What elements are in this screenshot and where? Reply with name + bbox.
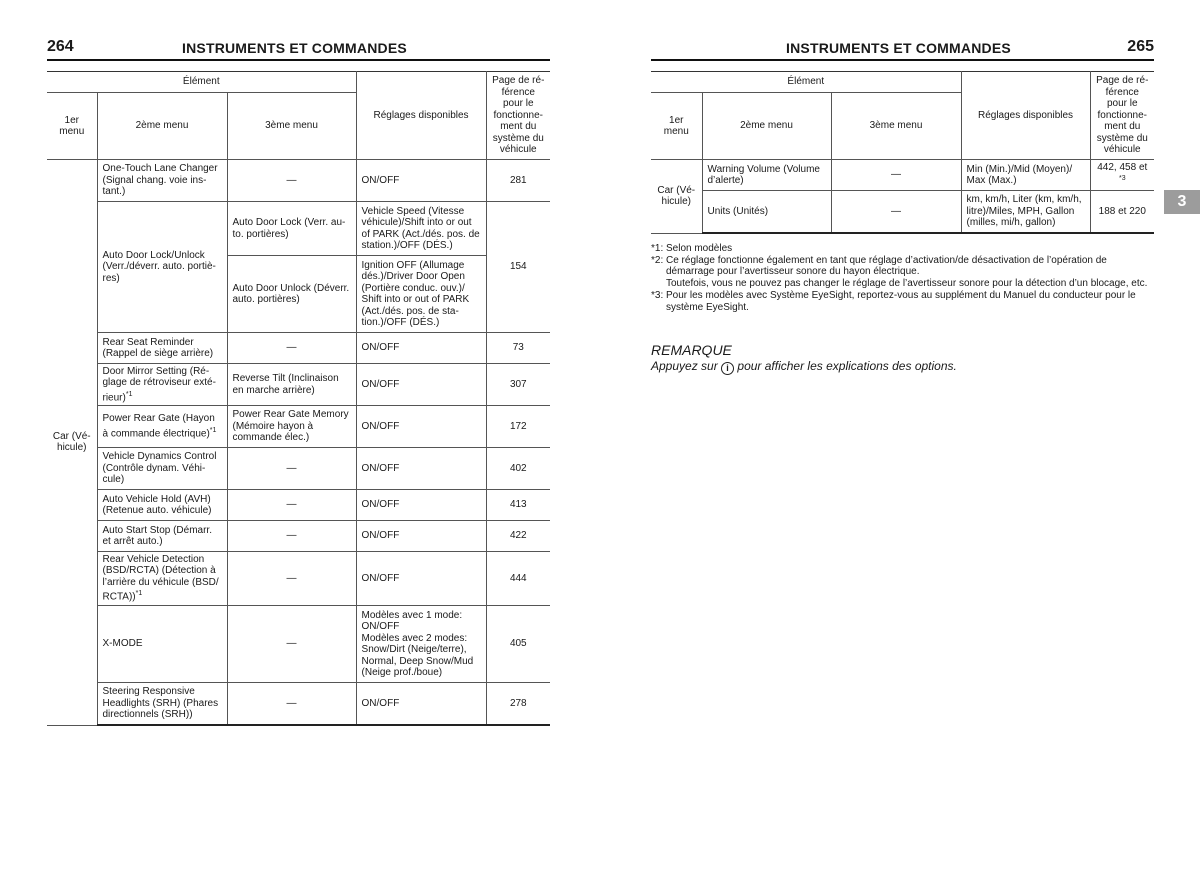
table-row: [47, 552, 550, 606]
page-ref-cell: 402: [486, 448, 550, 490]
settings-cell: ON/OFF: [356, 490, 486, 521]
table-header-row: [651, 72, 1154, 93]
menu2-cell: Rear Vehicle Detection (BSD/RCTA) (Détection à l’arrière du véhicule (BSD/ RCTA))$^{*1}$: [97, 552, 227, 606]
settings-cell: Ignition OFF (Allumage dés.)/Driver Door Open (Portière conduc. ouv.)/ Shift into or out of PARK (Act./dés. pos. de sta-tion.)/OFF (DÉS.): [356, 256, 486, 333]
chapter-tab: 3: [1164, 190, 1200, 214]
page-ref-cell: 281: [486, 160, 550, 202]
settings-header: Réglages disponibles: [356, 72, 486, 160]
menu3-header: 3ème menu: [227, 93, 356, 160]
page-ref-cell: 405: [486, 606, 550, 683]
table-row: [47, 490, 550, 521]
table-row: [47, 406, 550, 448]
menu3-cell: —: [227, 333, 356, 364]
menu2-cell: X-MODE: [97, 606, 227, 683]
menu3-cell: —: [831, 160, 961, 191]
table-row: [47, 448, 550, 490]
table-row: [651, 191, 1154, 234]
page-ref-cell: 154: [486, 202, 550, 333]
page-ref-cell: 444: [486, 552, 550, 606]
menu3-cell: —: [227, 490, 356, 521]
footnote-marker: *1:: [651, 243, 664, 254]
menu3-cell: Power Rear Gate Memory (Mémoire hayon à commande élec.): [227, 406, 356, 448]
info-icon: i: [721, 362, 734, 375]
footnote-marker: *3:: [651, 289, 664, 301]
menu2-cell: Units (Unités): [702, 191, 831, 234]
settings-table: [651, 71, 1154, 234]
table-row: [47, 160, 550, 202]
table-row: [47, 333, 550, 364]
menu2-cell: Rear Seat Reminder (Rappel de siège arrière): [97, 333, 227, 364]
menu1-header: 1er menu: [651, 93, 702, 160]
settings-cell: ON/OFF: [356, 406, 486, 448]
page-header-title: INSTRUMENTS ET COMMANDES: [786, 40, 1011, 56]
footnote: [651, 290, 1157, 313]
footnote: [651, 243, 1157, 255]
settings-cell: ON/OFF: [356, 333, 486, 364]
page-ref-cell: 73: [486, 333, 550, 364]
reference-header: Page de ré- férence pour le fonctionne- ment du système du véhicule: [486, 72, 550, 160]
menu1-cell: Car (Vé- hicule): [47, 160, 97, 726]
menu3-cell: —: [227, 552, 356, 606]
menu1-header: 1er menu: [47, 93, 97, 160]
menu2-cell: Auto Vehicle Hold (AVH) (Retenue auto. véhicule): [97, 490, 227, 521]
remark-title: REMARQUE: [651, 342, 732, 358]
menu3-cell: Auto Door Unlock (Déverr. auto. portières): [227, 256, 356, 333]
footnote-text: Ce réglage fonctionne également en tant que réglage d’activation/de désactivation de l’opération de démarrage pour l’avertisseur sonore du hayon électrique. Toutefois, vous ne pouvez pas changer le réglage de l’avertisseur sonore pour la détection d’un blocage, etc.: [666, 254, 1148, 290]
table-row: [47, 202, 550, 256]
menu3-cell: Reverse Tilt (Inclinaison en marche arrière): [227, 364, 356, 406]
footnote: [651, 255, 1157, 290]
menu2-cell: Steering Responsive Headlights (SRH) (Phares directionnels (SRH)): [97, 683, 227, 726]
table-row: [47, 521, 550, 552]
table-header-row: [47, 72, 550, 93]
settings-cell: Vehicle Speed (Vitesse véhicule)/Shift into or out of PARK (Act./dés. pos. de station.)/OFF (DÉS.): [356, 202, 486, 256]
settings-cell: Min (Min.)/Mid (Moyen)/ Max (Max.): [961, 160, 1090, 191]
footnote-marker: *3: [1118, 175, 1126, 183]
header-rule: [651, 59, 1154, 61]
page-ref-cell: 172: [486, 406, 550, 448]
menu3-cell: —: [227, 521, 356, 552]
header-rule: [47, 59, 550, 61]
menu3-cell: —: [227, 160, 356, 202]
menu2-cell: One-Touch Lane Changer (Signal chang. voie ins-tant.): [97, 160, 227, 202]
menu2-cell: Power Rear Gate (Hayon à commande électrique)$^{*1}$: [97, 406, 227, 448]
footnotes: [651, 243, 1157, 313]
remark-text: Appuyez sur i pour afficher les explications des options.: [651, 359, 957, 373]
menu3-cell: —: [831, 191, 961, 234]
menu2-cell: Vehicle Dynamics Control (Contrôle dynam. Véhi-cule): [97, 448, 227, 490]
table-row: [47, 364, 550, 406]
table-row: [47, 683, 550, 726]
menu2-cell: Auto Start Stop (Démarr. et arrêt auto.): [97, 521, 227, 552]
page-ref-cell: 442, 458 et $^{*3}$: [1090, 160, 1154, 191]
settings-header: Réglages disponibles: [961, 72, 1090, 160]
menu3-cell: Auto Door Lock (Verr. au-to. portières): [227, 202, 356, 256]
footnote-marker: *2:: [651, 254, 664, 266]
menu2-header: 2ème menu: [97, 93, 227, 160]
footnote-marker: *1: [209, 426, 217, 434]
settings-cell: ON/OFF: [356, 364, 486, 406]
menu2-header: 2ème menu: [702, 93, 831, 160]
footnote-text: Selon modèles: [666, 243, 733, 254]
page-number: 264: [47, 38, 74, 55]
menu3-cell: —: [227, 606, 356, 683]
settings-cell: ON/OFF: [356, 552, 486, 606]
page-header-title: INSTRUMENTS ET COMMANDES: [182, 40, 407, 56]
reference-header: Page de ré- férence pour le fonctionne- ment du système du véhicule: [1090, 72, 1154, 160]
settings-cell: Modèles avec 1 mode: ON/OFF Modèles avec 2 modes: Snow/Dirt (Neige/terre), Normal, Deep Snow/Mud (Neige prof./boue): [356, 606, 486, 683]
page-number: 265: [1127, 38, 1154, 55]
settings-cell: ON/OFF: [356, 521, 486, 552]
table-row: [47, 606, 550, 683]
settings-cell: ON/OFF: [356, 160, 486, 202]
page-ref-cell: 278: [486, 683, 550, 726]
settings-table: [47, 71, 550, 726]
table-row: [651, 160, 1154, 191]
menu2-cell: Warning Volume (Volume d’alerte): [702, 160, 831, 191]
menu2-cell: Door Mirror Setting (Ré-glage de rétroviseur exté-rieur)$^{*1}$: [97, 364, 227, 406]
element-header: Élément: [651, 72, 961, 93]
element-header: Élément: [47, 72, 356, 93]
page-ref-cell: 307: [486, 364, 550, 406]
page-ref-cell: 422: [486, 521, 550, 552]
menu3-header: 3ème menu: [831, 93, 961, 160]
page-ref-cell: 413: [486, 490, 550, 521]
settings-cell: ON/OFF: [356, 683, 486, 726]
menu1-cell: Car (Vé- hicule): [651, 160, 702, 234]
page-ref-cell: 188 et 220: [1090, 191, 1154, 234]
footnote-marker: *1: [135, 590, 143, 598]
menu2-cell: Auto Door Lock/Unlock (Verr./déverr. auto. portiè-res): [97, 202, 227, 333]
footnote-marker: *1: [125, 390, 133, 398]
settings-cell: ON/OFF: [356, 448, 486, 490]
footnote-text: Pour les modèles avec Système EyeSight, reportez-vous au supplément du Manuel du conducteur pour le système EyeSight.: [666, 289, 1136, 313]
menu3-cell: —: [227, 683, 356, 726]
settings-cell: km, km/h, Liter (km, km/h, litre)/Miles, MPH, Gallon (milles, mi/h, gallon): [961, 191, 1090, 234]
menu3-cell: —: [227, 448, 356, 490]
